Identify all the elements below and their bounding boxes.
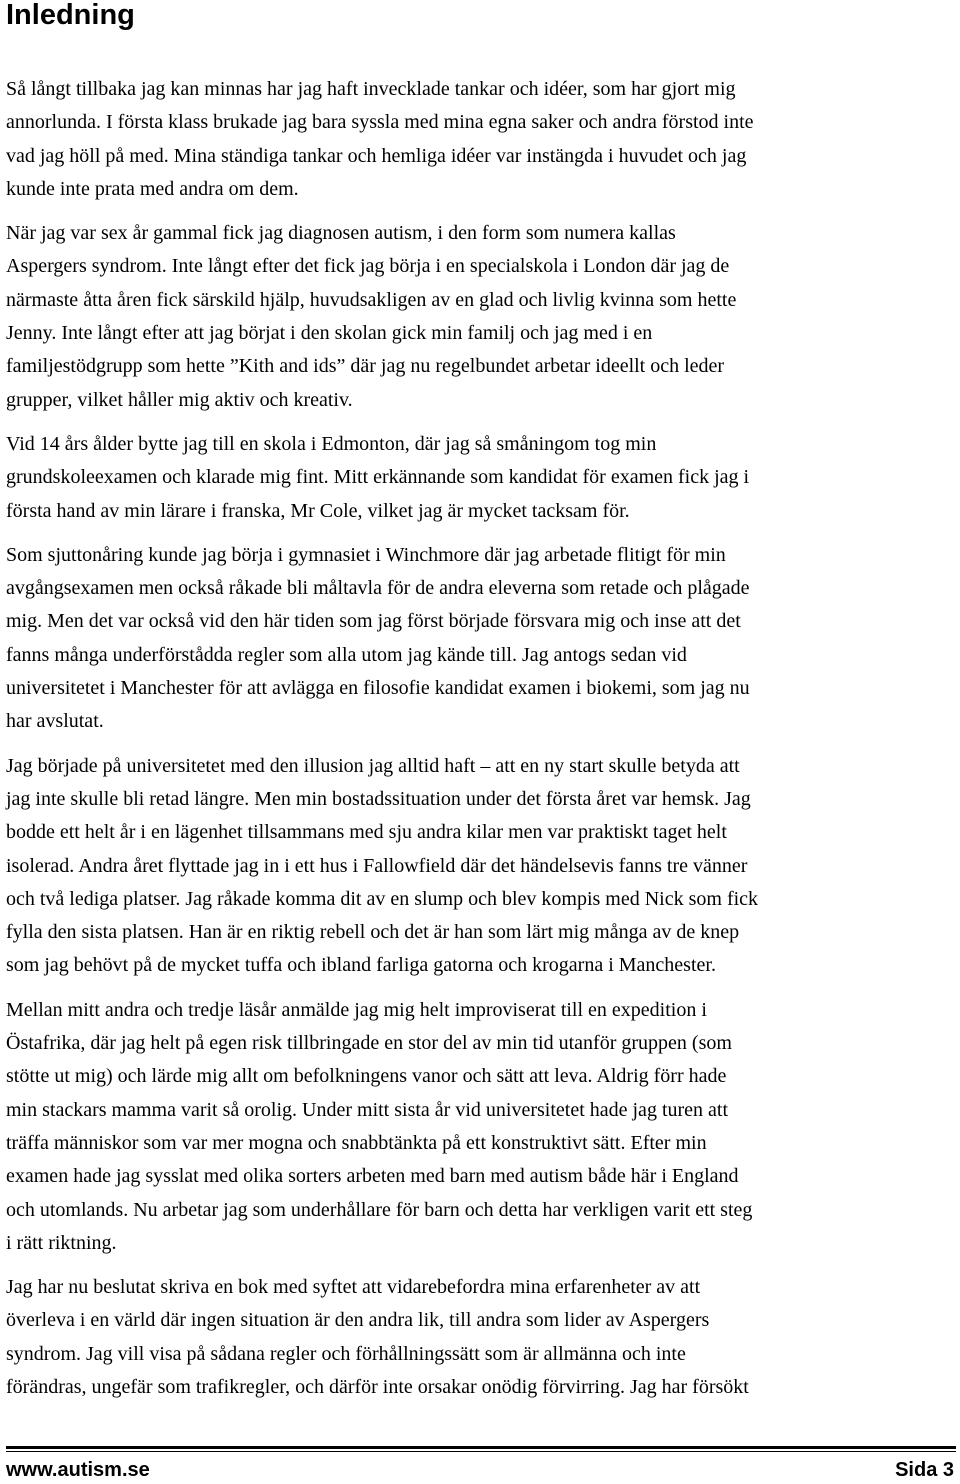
footer-website: www.autism.se (6, 1459, 150, 1481)
footer-divider-thin (6, 1451, 956, 1452)
paragraph-1: Så långt tillbaka jag kan minnas har jag haft invecklade tankar och idéer, som har gjort mig annorlunda. I första klass brukade jag bara syssla med mina egna saker och andra förstod inte vad jag höll på med. Mina ständiga tankar och hemliga idéer var instängda i huvudet och jag kunde inte prata med andra om dem. (6, 78, 754, 200)
footer-page-number: Sida 3 (895, 1459, 954, 1481)
paragraph-7: Jag har nu beslutat skriva en bok med syftet att vidarebefordra mina erfarenheter av att överleva i en värld där ingen situation är den andra lik, till andra som lider av Aspergers syndrom. Jag vill visa på sådana regler och förhållningssätt som är allmänna och inte förändras, ungefär som trafikregler, och därför inte orsakar onödig förvirring. Jag har försökt (6, 1276, 749, 1398)
paragraph-3: Vid 14 års ålder bytte jag till en skola i Edmonton, där jag så småningom tog min grundskoleexamen och klarade mig fint. Mitt erkännande som kandidat för examen fick jag i första hand av min lärare i franska, Mr Cole, vilket jag är mycket tacksam för. (6, 432, 750, 522)
paragraph-4: Som sjuttonåring kunde jag börja i gymnasiet i Winchmore där jag arbetade flitigt för min avgångsexamen men också råkade bli måltavla för de andra eleverna som retade och plågade mig. Men det var också vid den här tiden som jag först började försvara mig och inse att det fanns många underförstådda regler som alla utom jag kände till. Jag antogs sedan vid universitetet i Manchester för att avlägga en filosofie kandidat examen i biokemi, som jag nu har avslutat. (6, 543, 750, 733)
paragraph-6: Mellan mitt andra och tredje läsår anmälde jag mig helt improviserat till en expedition i Östafrika, där jag helt på egen risk tillbringade en stor del av min tid utanför gruppen (som stötte ut mig) och lärde mig allt om befolkningens vanor och sätt att leva. Aldrig förr hade min stackars mamma varit så orolig. Under mitt sista år vid universitetet hade jag turen att träffa människor som var mer mogna och snabbtänkta på ett konstruktivt sätt. Efter min examen hade jag sysslat med olika sorters arbeten med barn med autism både här i England och utomlands. Nu arbetar jag som underhållare för barn och detta har verkligen varit ett steg i rätt riktning. (6, 998, 753, 1254)
paragraph-2: När jag var sex år gammal fick jag diagnosen autism, i den form som numera kallas Aspergers syndrom. Inte långt efter det fick jag börja i en specialskola i London där jag de närmaste åtta åren fick särskild hjälp, huvudsakligen av en glad och livlig kvinna som hette Jenny. Inte långt efter att jag börjat i den skolan gick min familj och jag med i en familjestödgrupp som hette ”Kith and ids” där jag nu regelbundet arbetar ideellt och leder grupper, vilket håller mig aktiv och kreativ. (6, 222, 737, 411)
paragraph-5: Jag började på universitetet med den illusion jag alltid haft – att en ny start skulle betyda att jag inte skulle bli retad längre. Men min bostadssituation under det första året var hemsk. Jag bodde ett helt år i en lägenhet tillsammans med sju andra kilar men var praktiskt taget helt isolerad. Andra året flyttade jag in i ett hus i Fallowfield där det händelsevis fanns tre vänner och två lediga platser. Jag råkade komma dit av en slump och blev kompis med Nick som fick fylla den sista platsen. Han är en riktig rebell och det är han som lärt mig många av de knep som jag behövt på de mycket tuffa och ibland farliga gatorna och krogarna i Manchester. (6, 754, 759, 977)
page-title: Inledning (6, 0, 135, 31)
footer-divider (6, 1446, 956, 1449)
body-text (6, 73, 952, 1415)
